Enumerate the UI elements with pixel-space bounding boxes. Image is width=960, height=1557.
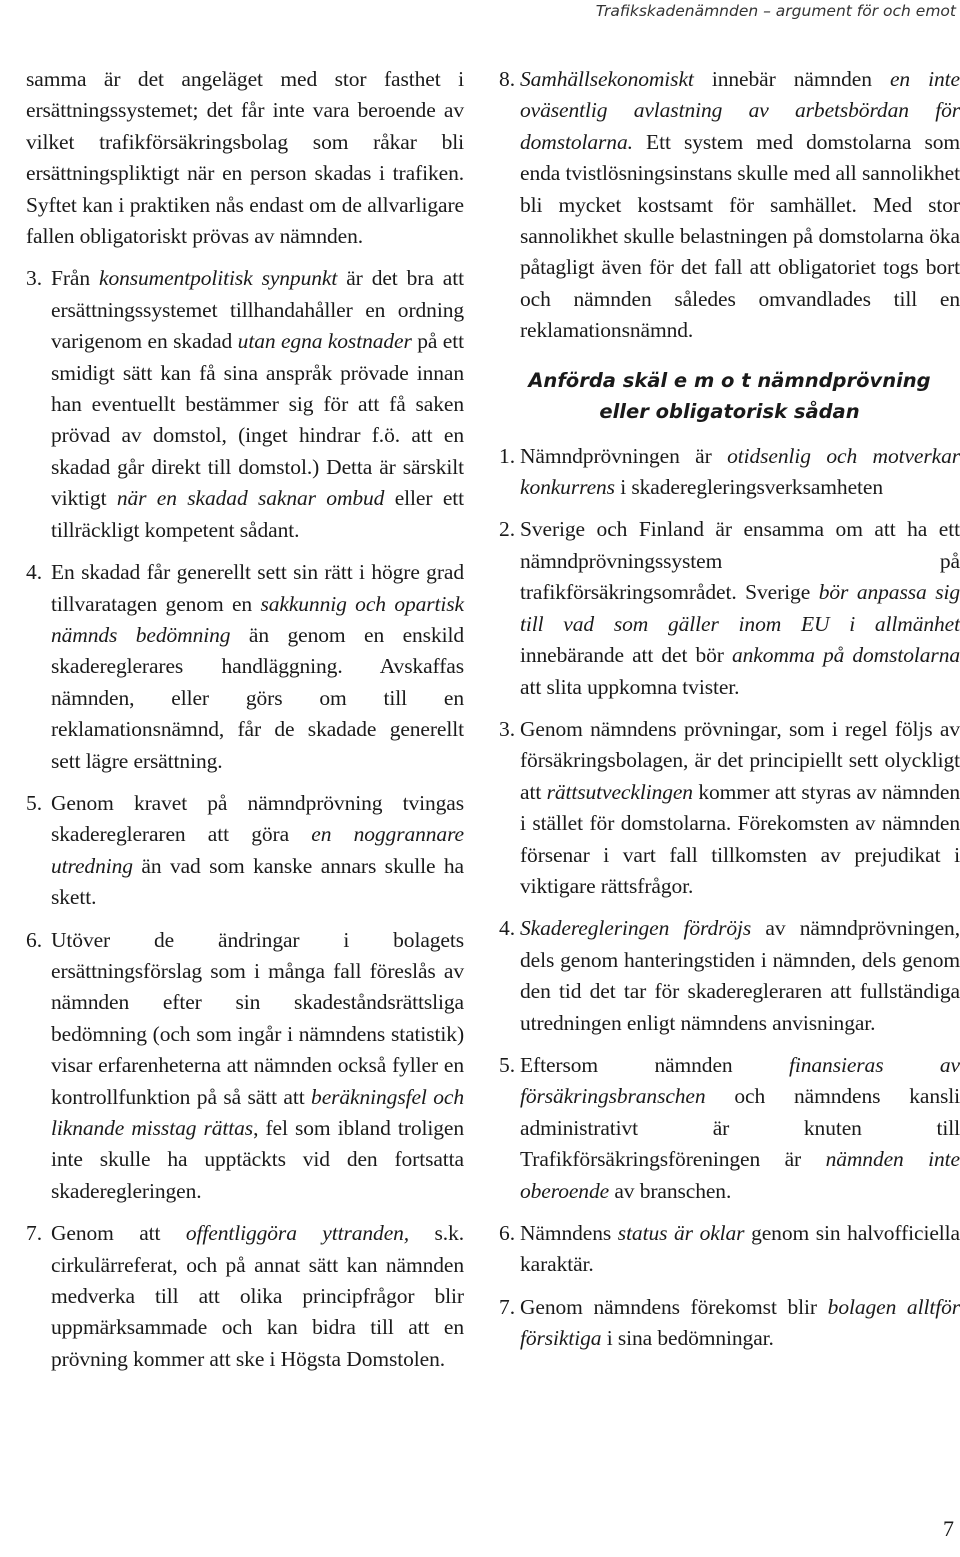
text-segment: och nämndens kansli administrativt är knuten till Trafikförsäkringsföreningen är [520, 1084, 960, 1172]
numbered-list-item [26, 788, 464, 914]
numbered-list-item [499, 514, 960, 702]
list-item-text [51, 263, 464, 546]
numbered-list-item [499, 441, 960, 504]
list-item-number: 6. [26, 927, 43, 952]
right-item-list-after [499, 441, 960, 1355]
emphasis-text: rättsutvecklingen [546, 779, 693, 804]
text-segment: innebärande att det bör [520, 643, 732, 668]
text-segment: Genom nämndens prövningar, som i regel följs av försäkringsbolagen, är det principiellt sett olyckligt att [520, 716, 960, 804]
emphasis-text: status är oklar [617, 1221, 745, 1245]
emphasis-text: otidsenlig och motverkar konkurrens [520, 443, 960, 500]
text-segment: än genom en enskild skadereglerares handläggning. Avskaffas nämnden, eller görs om till en reklamationsnämnd, får de skadade generellt sett lägre ersättning. [51, 622, 464, 773]
emphasis-text: när en skadad saknar ombud [116, 486, 385, 511]
text-segment: av nämndprövningen, dels genom hanteringstiden i nämnden, dels genom den tid det tar för skaderegleraren att fullständiga utredningen enligt nämndens anvisningar. [520, 916, 960, 1035]
emphasis-text: utan egna kostnader [237, 329, 412, 354]
list-item-number: 3. [26, 266, 43, 291]
text-segment: Genom att [51, 1221, 186, 1246]
text-segment: eller ett tillräckligt kompetent sådant. [51, 486, 465, 542]
text-segment: s.k. cirkulärreferat, och på annat sätt kan nämnden medverka till att olika principfrågor blir uppmärksammade och kan bidra till att en prövning kommer att ske i Högsta Domstolen. [51, 1221, 464, 1371]
numbered-list-item [499, 64, 960, 347]
list-item-text [520, 1292, 960, 1355]
numbered-list-item [26, 557, 464, 777]
numbered-list-item [499, 1218, 960, 1281]
list-item-text [520, 514, 960, 702]
text-segment: i skaderegleringsverksamheten [614, 475, 883, 500]
emphasis-text: en noggrannare utredning [51, 822, 464, 878]
list-item-number: 4. [499, 916, 516, 941]
emphasis-text: nämnden inte oberoende [520, 1147, 960, 1203]
list-item-text [520, 64, 960, 347]
text-segment: är det bra att ersättningssystemet tillhandahåller en ordning varigenom en skadad [51, 266, 464, 354]
text-segment: genom sin halvofficiella karaktär. [520, 1221, 960, 1277]
list-item-number: 8. [499, 67, 516, 91]
text-segment: Nämndens [520, 1221, 618, 1245]
page-number: 7 [943, 1516, 954, 1541]
text-segment: att slita uppkomna tvister. [520, 674, 740, 699]
right-item-list-before [499, 64, 960, 347]
list-item-text [51, 1218, 464, 1375]
numbered-list-item [26, 263, 464, 546]
list-item-text [520, 1218, 960, 1281]
text-segment: än vad som kanske annars skulle ha skett. [51, 853, 464, 910]
list-item-text [51, 788, 464, 914]
text-segment: av branschen. [609, 1178, 732, 1203]
emphasis-text: finansieras av försäkringsbranschen [520, 1052, 960, 1109]
intro-paragraph: samma är det angeläget med stor fasthet i ersättningssystemet; det får inte vara beroende av vilket trafikförsäkringsbolag som råkar bli ersättningspliktigt när en person skadas i trafiken. Syftet kan i praktiken nås endast om de allvarligare fallen obligatoriskt prövas av nämnden. [26, 67, 464, 249]
left-column [26, 64, 464, 1386]
list-item-number: 4. [26, 560, 43, 585]
emphasis-text: offentliggöra yttranden, [185, 1221, 410, 1246]
section-heading-line-2: eller obligatorisk sådan [599, 399, 860, 423]
text-segment: kommer att styras av nämnden i stället för domstolarna. Förekomsten av nämnden försenar i vart fall tillkomsten av prejudikat i viktigare rättsfrågor. [520, 779, 960, 898]
text-segment: i sina bedömningar. [601, 1326, 774, 1351]
left-item-list [26, 263, 464, 1375]
text-segment: Från [51, 266, 100, 291]
list-item-number: 5. [26, 790, 43, 815]
text-segment: Nämndprövningen är [520, 443, 728, 468]
text-segment: , fel som ibland troligen inte skulle ha upptäckts vid den fortsatta skaderegleringen. [51, 1116, 464, 1203]
numbered-list-item [26, 1218, 464, 1375]
emphasis-text: ankomma på domstolarna [731, 643, 960, 668]
emphasis-text: bör anpassa sig till vad som gäller inom EU i allmänhet [520, 580, 960, 636]
list-item-number: 2. [499, 517, 516, 542]
emphasis-text: Skaderegleringen fördröjs [520, 916, 752, 941]
list-item-number: 7. [26, 1221, 43, 1246]
text-segment: på ett smidigt sätt kan få sina anspråk prövade innan han eventuellt bestämmer sig för att få saken prövad av domstol, (inget hindrar f.ö. att en skadad går direkt till domstol.) Detta är särskilt viktigt [51, 329, 464, 511]
list-item-number: 6. [499, 1221, 516, 1245]
emphasis-text: Samhällsekonomiskt [520, 67, 694, 91]
list-item-number: 7. [499, 1294, 516, 1319]
emphasis-text: en inte oväsentlig avlastning av arbetsbördan för domstolarna. [520, 67, 960, 154]
numbered-list-item [499, 1292, 960, 1355]
text-segment: Genom kravet på nämndprövning tvingas skaderegleraren att göra [51, 790, 464, 847]
right-column [499, 64, 960, 1366]
text-segment: Ett system med domstolarna som enda tvistlösningsinstans skulle med all sannolikhet bli mycket kostsamt för samhället. Med stor sannolikhet skulle belastningen på domstolarna öka påtagligt även för det fall att obligatoriet togs bort och nämnden således omvandlades till en reklamationsnämnd. [520, 129, 960, 343]
list-item-text [51, 925, 464, 1208]
list-item-number: 5. [499, 1052, 516, 1077]
list-item-text [520, 1050, 960, 1207]
text-segment: Sverige och Finland är ensamma om att ha ett nämndprövningssystem på trafikförsäkringsområdet. Sverige [520, 517, 960, 605]
emphasis-text: beräkningsfel och liknande misstag rättas [51, 1084, 464, 1140]
list-item-text [51, 557, 464, 777]
text-segment: Utöver de ändringar i bolagets ersättningsförslag som i många fall föreslås av nämnden efter sin skadeståndsrättsliga bedömning (och som ingår i nämndens statistik) visar erfarenheterna att nämnden också fyller en kontrollfunktion på så sätt att [51, 927, 464, 1109]
numbered-list-item [499, 913, 960, 1039]
text-segment: innebär nämnden [693, 67, 890, 91]
numbered-list-item [499, 714, 960, 902]
text-segment: Eftersom nämnden [520, 1052, 789, 1077]
emphasis-text: sakkunnig och opartisk nämnds bedömning [51, 591, 464, 647]
list-item-text [520, 441, 960, 504]
list-item-text [520, 913, 960, 1039]
emphasis-text: bolagen alltför försiktiga [520, 1294, 960, 1351]
running-header: Trafikskadenämnden – argument för och emot [595, 2, 956, 20]
list-item-number: 1. [499, 443, 516, 468]
text-segment: Genom nämndens förekomst blir [520, 1294, 828, 1319]
section-heading [499, 365, 960, 427]
text-segment: En skadad får generellt sett sin rätt i högre grad tillvaratagen genom en [51, 560, 464, 616]
list-item-number: 3. [499, 716, 516, 741]
list-item-text [520, 714, 960, 902]
numbered-list-item [26, 925, 464, 1208]
numbered-list-item [499, 1050, 960, 1207]
emphasis-text: konsumentpolitisk synpunkt [99, 266, 338, 291]
section-heading-line-1: Anförda skäl e m o t nämndprövning [528, 368, 931, 392]
